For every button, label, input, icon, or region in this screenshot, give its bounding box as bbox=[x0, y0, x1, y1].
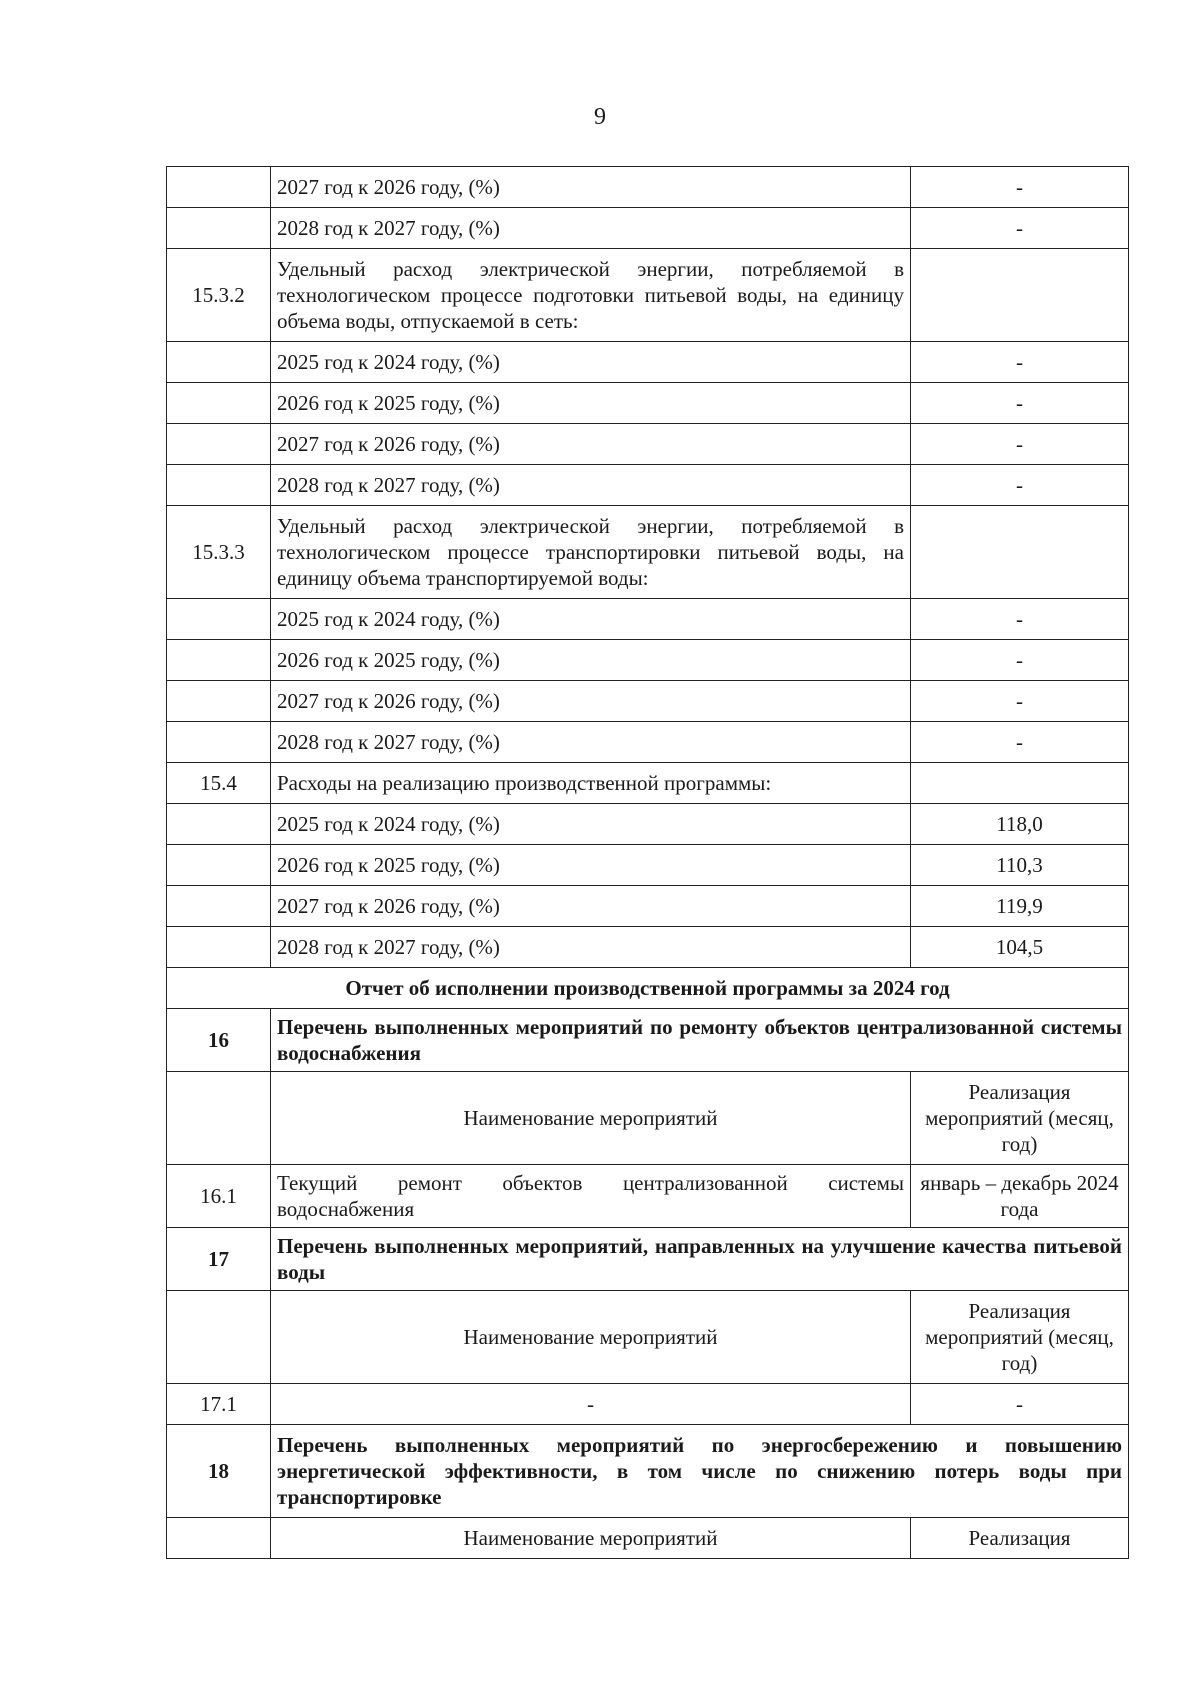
row-number: 16.1 bbox=[167, 1165, 271, 1228]
section-number: 16 bbox=[167, 1009, 271, 1072]
row-name: 2025 год к 2024 году, (%) bbox=[271, 804, 911, 845]
row-name: 2025 год к 2024 году, (%) bbox=[271, 599, 911, 640]
table-row bbox=[167, 763, 1129, 804]
row-name: 2026 год к 2025 году, (%) bbox=[271, 845, 911, 886]
column-header-implementation: Реализация bbox=[911, 1518, 1129, 1559]
row-number bbox=[167, 804, 271, 845]
section-title: Перечень выполненных мероприятий по ремонту объектов централизованной системы водоснабжения bbox=[271, 1009, 1129, 1072]
row-name: 2026 год к 2025 году, (%) bbox=[271, 640, 911, 681]
row-value: - bbox=[911, 167, 1129, 208]
row-value bbox=[911, 249, 1129, 342]
row-name: 2027 год к 2026 году, (%) bbox=[271, 167, 911, 208]
row-value: - bbox=[911, 208, 1129, 249]
row-name: 2025 год к 2024 году, (%) bbox=[271, 342, 911, 383]
row-name: 2028 год к 2027 году, (%) bbox=[271, 465, 911, 506]
row-name: 2026 год к 2025 году, (%) bbox=[271, 383, 911, 424]
row-number bbox=[167, 424, 271, 465]
report-title-row bbox=[167, 968, 1129, 1009]
row-value: 118,0 bbox=[911, 804, 1129, 845]
empty-cell bbox=[167, 1518, 271, 1559]
column-header-implementation: Реализация мероприятий (месяц, год) bbox=[911, 1072, 1129, 1165]
section-17-header bbox=[167, 1228, 1129, 1291]
row-number bbox=[167, 208, 271, 249]
row-number: 17.1 bbox=[167, 1384, 271, 1425]
section-number: 18 bbox=[167, 1425, 271, 1518]
row-value: - bbox=[911, 383, 1129, 424]
empty-cell bbox=[167, 1072, 271, 1165]
section-title: Перечень выполненных мероприятий по энергосбережению и повышению энергетической эффективности, в том числе по снижению потерь воды при транспортировке bbox=[271, 1425, 1129, 1518]
table-row bbox=[167, 208, 1129, 249]
row-number bbox=[167, 845, 271, 886]
row-name: 2027 год к 2026 году, (%) bbox=[271, 424, 911, 465]
column-header-name: Наименование мероприятий bbox=[271, 1072, 911, 1165]
report-title: Отчет об исполнении производственной программы за 2024 год bbox=[167, 968, 1129, 1009]
row-name: 2028 год к 2027 году, (%) bbox=[271, 208, 911, 249]
empty-cell bbox=[167, 1291, 271, 1384]
row-value: 104,5 bbox=[911, 927, 1129, 968]
row-value bbox=[911, 506, 1129, 599]
table-row bbox=[167, 927, 1129, 968]
row-number bbox=[167, 383, 271, 424]
row-value: - bbox=[911, 424, 1129, 465]
section-17-columns bbox=[167, 1291, 1129, 1384]
table-row bbox=[167, 804, 1129, 845]
table-row bbox=[167, 342, 1129, 383]
table-row bbox=[167, 1165, 1129, 1228]
row-number bbox=[167, 722, 271, 763]
row-value bbox=[911, 763, 1129, 804]
table-row bbox=[167, 506, 1129, 599]
row-value: - bbox=[911, 599, 1129, 640]
section-18-columns bbox=[167, 1518, 1129, 1559]
table-row bbox=[167, 424, 1129, 465]
table-row bbox=[167, 722, 1129, 763]
row-number bbox=[167, 167, 271, 208]
row-implementation: январь – декабрь 2024 года bbox=[911, 1165, 1129, 1228]
table-row bbox=[167, 640, 1129, 681]
row-number bbox=[167, 465, 271, 506]
row-number bbox=[167, 681, 271, 722]
row-number: 15.3.2 bbox=[167, 249, 271, 342]
row-number bbox=[167, 342, 271, 383]
table-row bbox=[167, 845, 1129, 886]
section-title: Перечень выполненных мероприятий, направленных на улучшение качества питьевой воды bbox=[271, 1228, 1129, 1291]
row-number bbox=[167, 886, 271, 927]
section-16-header bbox=[167, 1009, 1129, 1072]
column-header-name: Наименование мероприятий bbox=[271, 1518, 911, 1559]
row-number: 15.4 bbox=[167, 763, 271, 804]
table-row bbox=[167, 383, 1129, 424]
row-value: - bbox=[911, 681, 1129, 722]
row-name: 2027 год к 2026 году, (%) bbox=[271, 886, 911, 927]
row-name: Удельный расход электрической энергии, потребляемой в технологическом процессе подготовки питьевой воды, на единицу объема воды, отпускаемой в сеть: bbox=[271, 249, 911, 342]
table-row bbox=[167, 465, 1129, 506]
row-number bbox=[167, 640, 271, 681]
row-name: 2028 год к 2027 году, (%) bbox=[271, 722, 911, 763]
row-value: 119,9 bbox=[911, 886, 1129, 927]
section-16-columns bbox=[167, 1072, 1129, 1165]
row-number bbox=[167, 927, 271, 968]
column-header-name: Наименование мероприятий bbox=[271, 1291, 911, 1384]
table-row bbox=[167, 886, 1129, 927]
row-implementation: - bbox=[911, 1384, 1129, 1425]
production-program-table bbox=[166, 166, 1129, 1559]
section-18-header bbox=[167, 1425, 1129, 1518]
column-header-implementation: Реализация мероприятий (месяц, год) bbox=[911, 1291, 1129, 1384]
row-name: Расходы на реализацию производственной программы: bbox=[271, 763, 911, 804]
section-number: 17 bbox=[167, 1228, 271, 1291]
row-name: Удельный расход электрической энергии, потребляемой в технологическом процессе транспортировки питьевой воды, на единицу объема транспортируемой воды: bbox=[271, 506, 911, 599]
table-row bbox=[167, 599, 1129, 640]
row-value: - bbox=[911, 465, 1129, 506]
row-name: 2028 год к 2027 году, (%) bbox=[271, 927, 911, 968]
table-row bbox=[167, 249, 1129, 342]
row-value: 110,3 bbox=[911, 845, 1129, 886]
row-name: Текущий ремонт объектов централизованной системы водоснабжения bbox=[271, 1165, 911, 1228]
page-number: 9 bbox=[594, 104, 606, 130]
table-row bbox=[167, 681, 1129, 722]
table-row bbox=[167, 167, 1129, 208]
row-name: 2027 год к 2026 году, (%) bbox=[271, 681, 911, 722]
row-name: - bbox=[271, 1384, 911, 1425]
row-number: 15.3.3 bbox=[167, 506, 271, 599]
row-value: - bbox=[911, 342, 1129, 383]
row-value: - bbox=[911, 640, 1129, 681]
row-value: - bbox=[911, 722, 1129, 763]
row-number bbox=[167, 599, 271, 640]
table-row bbox=[167, 1384, 1129, 1425]
